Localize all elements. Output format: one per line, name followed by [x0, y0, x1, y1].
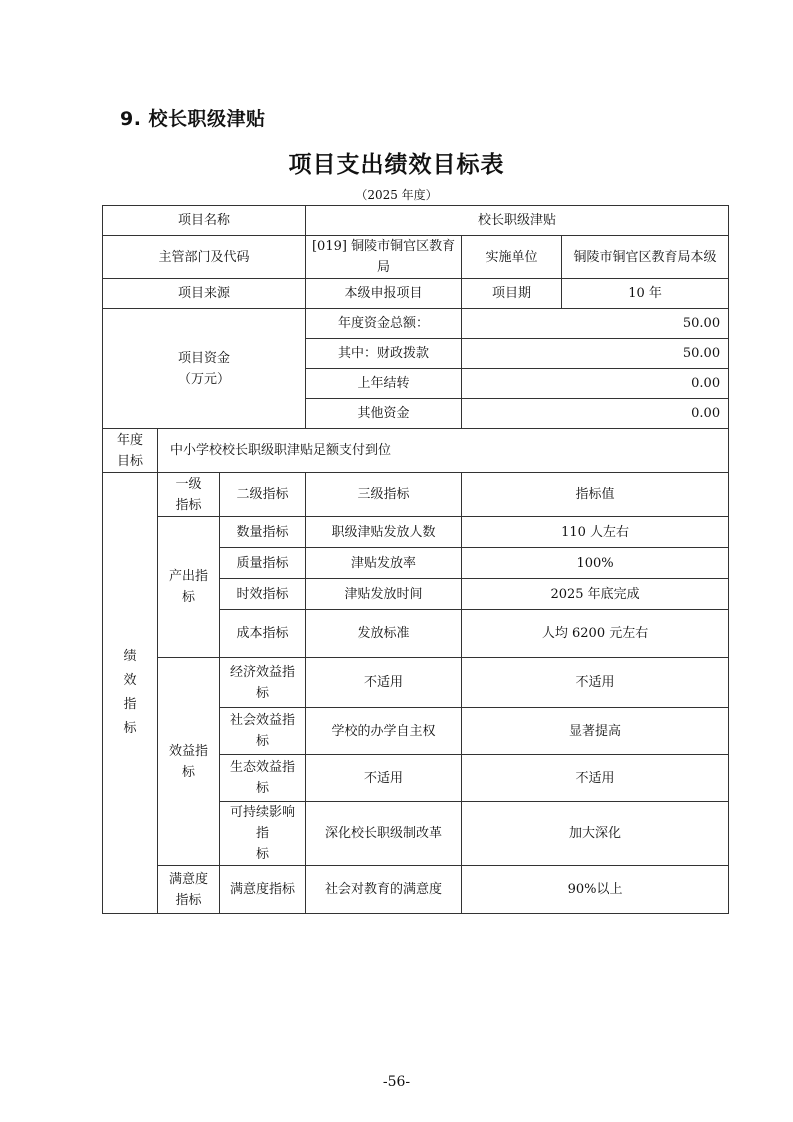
table-cell: 社会对教育的满意度 [306, 866, 462, 914]
table-title: 项目支出绩效目标表 [288, 152, 505, 178]
funds-total-value: 50.00 [462, 309, 729, 339]
header-level1: 一级 指标 [158, 473, 220, 517]
table-cell: 不适用 [462, 755, 729, 802]
funds-carryover-label: 上年结转 [306, 369, 462, 399]
funds-other-value: 0.00 [462, 399, 729, 429]
table-cell: 社会效益指标 [220, 708, 306, 755]
section-heading: 9. 校长职级津贴 [120, 108, 266, 130]
indicators-group-label: 绩 效 指 标 [103, 473, 158, 914]
funds-fiscal-label: 其中：财政拨款 [306, 339, 462, 369]
benefit-indicator-label: 效益指 标 [158, 658, 220, 866]
table-cell: 显著提高 [462, 708, 729, 755]
table-cell: 满意度指标 [220, 866, 306, 914]
table-cell: 人均 6200 元左右 [462, 610, 729, 658]
table-cell: 110 人左右 [462, 517, 729, 548]
table-cell: 2025 年底完成 [462, 579, 729, 610]
header-level2: 二级指标 [220, 473, 306, 517]
table-cell: 津贴发放时间 [306, 579, 462, 610]
dept-value: [019] 铜陵市铜官区教育局 [306, 236, 462, 279]
period-value: 10 年 [562, 279, 729, 309]
table-cell: 职级津贴发放人数 [306, 517, 462, 548]
table-cell: 100% [462, 548, 729, 579]
annual-goal-value: 中小学校校长职级职津贴足额支付到位 [158, 429, 729, 473]
table-cell: 津贴发放率 [306, 548, 462, 579]
output-indicator-label: 产出指 标 [158, 517, 220, 658]
funds-label: 项目资金 （万元） [103, 309, 306, 429]
satisfaction-indicator-label: 满意度 指标 [158, 866, 220, 914]
page-number: -56- [382, 1074, 411, 1090]
project-name-value: 校长职级津贴 [306, 206, 729, 236]
project-name-label: 项目名称 [103, 206, 306, 236]
table-cell: 不适用 [306, 658, 462, 708]
table-cell: 时效指标 [220, 579, 306, 610]
header-value: 指标值 [462, 473, 729, 517]
period-label: 项目期 [462, 279, 562, 309]
funds-other-label: 其他资金 [306, 399, 462, 429]
funds-total-label: 年度资金总额： [306, 309, 462, 339]
table-cell: 质量指标 [220, 548, 306, 579]
table-cell: 发放标准 [306, 610, 462, 658]
source-label: 项目来源 [103, 279, 306, 309]
table-cell: 深化校长职级制改革 [306, 802, 462, 866]
performance-target-table [102, 205, 729, 914]
dept-label: 主管部门及代码 [103, 236, 306, 279]
table-cell: 90%以上 [462, 866, 729, 914]
header-level3: 三级指标 [306, 473, 462, 517]
table-cell: 生态效益指标 [220, 755, 306, 802]
funds-fiscal-value: 50.00 [462, 339, 729, 369]
table-year: （2025 年度） [355, 188, 438, 202]
table-cell: 成本指标 [220, 610, 306, 658]
table-cell: 学校的办学自主权 [306, 708, 462, 755]
source-value: 本级申报项目 [306, 279, 462, 309]
table-cell: 加大深化 [462, 802, 729, 866]
table-cell: 数量指标 [220, 517, 306, 548]
table-cell: 可持续影响指 标 [220, 802, 306, 866]
impl-unit-label: 实施单位 [462, 236, 562, 279]
table-cell: 经济效益指标 [220, 658, 306, 708]
table-cell: 不适用 [462, 658, 729, 708]
table-cell: 不适用 [306, 755, 462, 802]
annual-goal-label: 年度 目标 [103, 429, 158, 473]
impl-unit-value: 铜陵市铜官区教育局本级 [562, 236, 729, 279]
funds-carryover-value: 0.00 [462, 369, 729, 399]
